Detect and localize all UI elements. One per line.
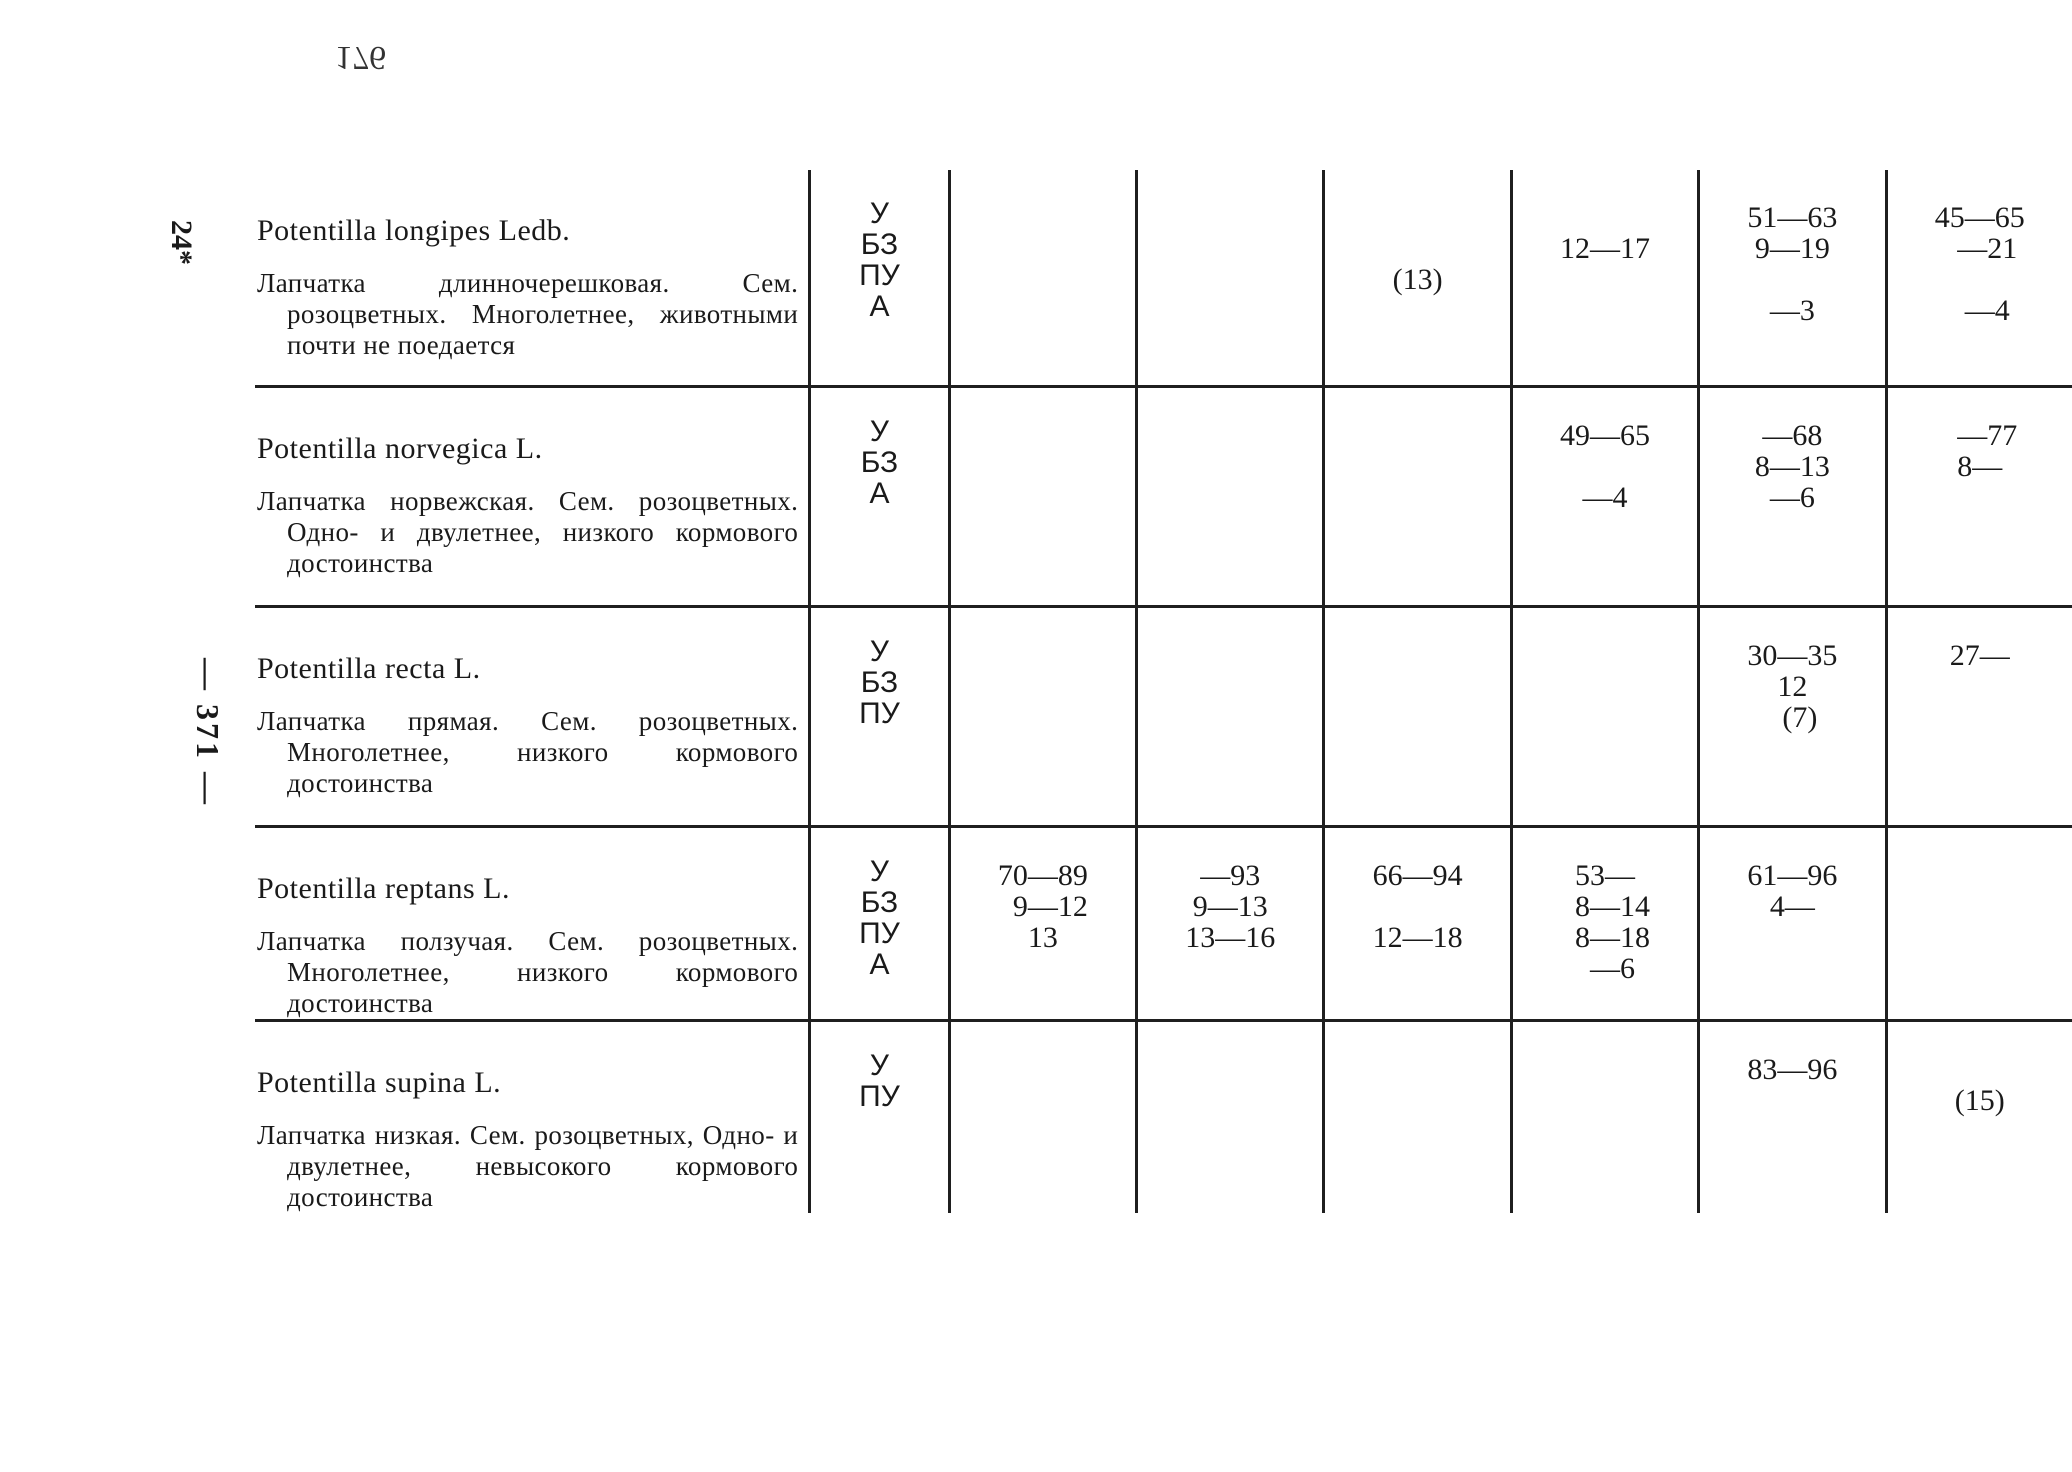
species-cell — [255, 826, 810, 1020]
value-cell — [949, 170, 1136, 386]
latin-name: Potentilla reptans L. — [257, 871, 510, 905]
value-text: 53— 8—14 8—18 —6 — [1574, 858, 1650, 985]
species-cell — [255, 386, 810, 606]
value-text: 51—63 9—19 —3 — [1747, 201, 1838, 327]
region-code: У — [869, 634, 889, 668]
region-code: ПУ — [859, 916, 900, 950]
region-code: ПУ — [859, 259, 900, 292]
value-text: (15) — [1954, 1083, 2005, 1117]
table-row — [255, 826, 2072, 1020]
page-number: — 371 — — [190, 658, 226, 807]
value-cell — [949, 826, 1136, 1020]
species-description: Лапчатка ползучая. Сем. розоцветных. Многолетнее, низкого кормового достоинства — [257, 925, 799, 1018]
value-cell — [1324, 386, 1511, 606]
value-text: —93 9—13 13—16 — [1185, 858, 1276, 954]
species-cell — [255, 170, 810, 386]
table-row — [255, 386, 2072, 606]
region-code: У — [869, 1048, 889, 1082]
value-cell — [1137, 1020, 1324, 1213]
region-code: ПУ — [859, 1079, 900, 1113]
value-cell — [1886, 606, 2072, 826]
table-row — [255, 170, 2072, 386]
species-description: Лапчатка прямая. Сем. розоцветных. Многолетнее, низкого кормового достоинства — [257, 705, 799, 798]
region-code: ПУ — [859, 696, 900, 730]
value-cell — [1324, 1020, 1511, 1213]
value-cell — [1137, 170, 1324, 386]
species-description: Лапчатка низкая. Сем. розоцветных, Одно- и двулетнее, невысокого кормового достоинства — [257, 1119, 799, 1212]
species-description: Лапчатка норвежская. Сем. розоцветных. Одно- и двулетнее, низкого кормового достоинства — [257, 485, 799, 578]
latin-name: Potentilla longipes Ledb. — [257, 214, 571, 247]
value-cell — [1699, 170, 1886, 386]
value-cell — [1511, 386, 1698, 606]
region-cell — [810, 1020, 949, 1213]
value-text: 27— — [1949, 638, 2010, 672]
species-description: Лапчатка длинночерешковая. Сем. розоцветных. Многолетнее, животными почти не поедается — [257, 268, 799, 360]
value-cell — [1699, 386, 1886, 606]
species-table — [255, 170, 2072, 1213]
value-text: 12—17 — [1559, 232, 1650, 265]
value-cell — [1137, 826, 1324, 1020]
latin-name: Potentilla recta L. — [257, 651, 481, 685]
region-code: А — [869, 476, 890, 510]
value-text: 83—96 — [1747, 1052, 1838, 1086]
value-text: —68 8—13 —6 — [1754, 418, 1830, 514]
species-cell — [255, 606, 810, 826]
region-cell — [810, 170, 949, 386]
table-row — [255, 1020, 2072, 1213]
value-cell — [1137, 386, 1324, 606]
value-cell — [949, 1020, 1136, 1213]
value-cell — [1137, 606, 1324, 826]
region-code: У — [869, 197, 889, 230]
region-code: БЗ — [860, 445, 899, 479]
value-cell — [1324, 826, 1511, 1020]
region-code: БЗ — [860, 885, 899, 919]
region-code: У — [869, 414, 889, 448]
region-code: А — [869, 947, 890, 981]
value-cell — [1886, 1020, 2072, 1213]
value-cell — [1324, 606, 1511, 826]
value-cell — [1699, 1020, 1886, 1213]
value-cell — [1511, 826, 1698, 1020]
latin-name: Potentilla supina L. — [257, 1065, 502, 1099]
value-cell — [1886, 826, 2072, 1020]
mirrored-page-number: 176 — [335, 39, 386, 76]
region-cell — [810, 826, 949, 1020]
value-cell — [949, 386, 1136, 606]
value-cell — [1511, 606, 1698, 826]
value-text: —77 8— — [1957, 418, 2018, 483]
value-cell — [1886, 170, 2072, 386]
signature-mark: 24* — [165, 220, 198, 265]
region-code: У — [869, 854, 889, 888]
species-cell — [255, 1020, 810, 1213]
value-cell — [949, 606, 1136, 826]
region-code: БЗ — [860, 665, 899, 699]
region-cell — [810, 606, 949, 826]
value-text: 30—35 12 (7) — [1747, 638, 1838, 734]
value-text: 49—65 —4 — [1559, 418, 1650, 514]
latin-name: Potentilla norvegica L. — [257, 431, 543, 465]
value-cell — [1699, 826, 1886, 1020]
value-cell — [1511, 170, 1698, 386]
value-cell — [1324, 170, 1511, 386]
value-text: (13) — [1392, 263, 1443, 296]
region-code: А — [869, 290, 890, 323]
value-text: 61—96 4— — [1747, 858, 1838, 923]
value-cell — [1886, 386, 2072, 606]
value-cell — [1699, 606, 1886, 826]
value-text: 70—89 9—12 13 — [997, 858, 1088, 954]
value-text: 66—94 12—18 — [1372, 858, 1463, 954]
value-cell — [1511, 1020, 1698, 1213]
region-code: БЗ — [860, 228, 899, 261]
table-row — [255, 606, 2072, 826]
region-cell — [810, 386, 949, 606]
value-text: 45—65 —21 —4 — [1934, 201, 2025, 327]
